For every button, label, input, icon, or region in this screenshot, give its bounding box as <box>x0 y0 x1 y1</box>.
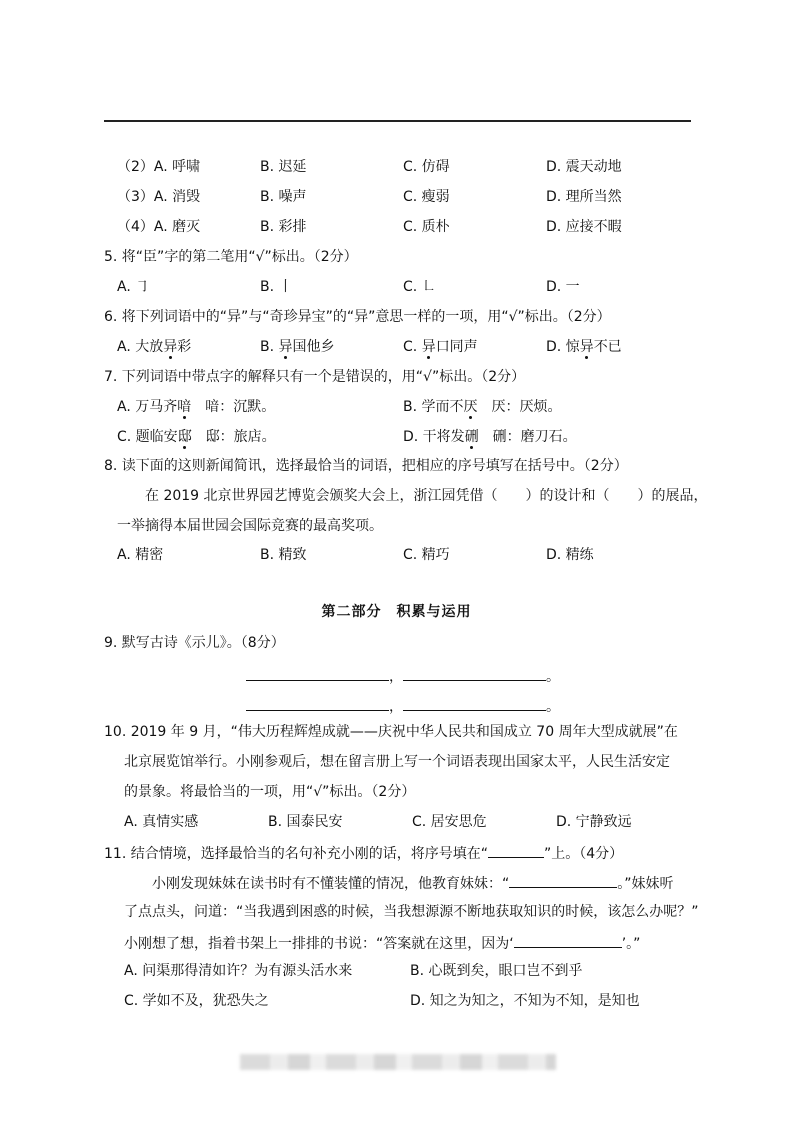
q6-option-c: C. 异口同声 <box>403 339 478 355</box>
q4-row4-b: B. 彩排 <box>260 219 307 235</box>
header-rule <box>104 120 691 122</box>
q4-row4-d: D. 应接不暇 <box>546 219 622 235</box>
q7-stem: 7. 下列词语中带点字的解释只有一个是错误的，用“√”标出。（2分） <box>104 369 526 385</box>
q8-option-a: A. 精密 <box>117 547 164 563</box>
answer-blank[interactable] <box>509 872 617 888</box>
emphasis-dot-char: 异 <box>163 339 178 355</box>
q11-para-line1: 小刚发现妹妹在读书时有不懂装懂的情况，他教育妹妹：“ 。”妹妹听 <box>152 872 674 894</box>
q9-stem: 9. 默写古诗《示儿》。（8分） <box>104 635 285 651</box>
q7-options-row1 <box>117 397 562 417</box>
q8-option-b: B. 精致 <box>260 547 307 563</box>
q11-option-b: B. 心既到矣，眼口岂不到乎 <box>410 963 583 979</box>
emphasis-dot-char: 硎 <box>464 429 479 445</box>
q5-options <box>117 277 580 297</box>
q8-options <box>117 545 594 565</box>
q5-option-c: C. ㇗ <box>403 279 436 295</box>
q10-option-b: B. 国泰民安 <box>268 814 343 830</box>
q8-option-c: C. 精巧 <box>403 547 450 563</box>
answer-blank[interactable] <box>403 665 546 681</box>
q11-option-d: D. 知之为知之，不知为不知，是知也 <box>410 993 640 1009</box>
q10-options <box>124 812 632 832</box>
q5-stem: 5. 将“臣”字的第二笔用“√”标出。（2分） <box>104 249 358 265</box>
q6-options <box>117 337 622 357</box>
q4-row4-a: （4）A. 磨灭 <box>117 219 201 235</box>
blurred-footer-watermark <box>240 1054 556 1070</box>
answer-blank[interactable] <box>514 932 622 948</box>
q4-row2-a: （2）A. 呼啸 <box>117 159 201 175</box>
q10-line2: 北京展览馆举行。小刚参观后，想在留言册上写一个词语表现出国家太平，人民生活安定 <box>124 754 670 770</box>
q4-row2-c: C. 仿碍 <box>403 159 450 175</box>
q8-option-d: D. 精练 <box>546 547 594 563</box>
q6-option-b: B. 异国他乡 <box>260 339 335 355</box>
q4-row4-c: C. 质朴 <box>403 219 450 235</box>
q4-row-3 <box>117 187 622 207</box>
q4-row2-d: D. 震天动地 <box>546 159 622 175</box>
q9-blank-line2: ， 。 <box>246 695 560 717</box>
q8-passage-line1: 在 2019 北京世界园艺博览会颁奖大会上，浙江园凭借（ ）的设计和（ ）的展品， <box>145 488 708 504</box>
q10-line3: 的景象。将最恰当的一项，用“√”标出。（2分） <box>124 784 416 800</box>
q5-option-d: D. 一 <box>546 279 580 295</box>
q11-options-row2 <box>124 991 640 1011</box>
emphasis-dot-char: 喑 <box>177 399 192 415</box>
q9-blank-line1: ， 。 <box>246 665 560 687</box>
q4-row3-d: D. 理所当然 <box>546 189 622 205</box>
q10-option-d: D. 宁静致远 <box>556 814 632 830</box>
q7-option-d: D. 干将发硎 硎：磨刀石。 <box>403 429 577 445</box>
q6-option-d: D. 惊异不已 <box>546 339 622 355</box>
q7-options-row2 <box>117 427 577 447</box>
q11-para-line3: 小刚想了想，指着书架上一排排的书说：“答案就在这里，因为‘ ’。” <box>124 932 640 954</box>
q11-option-a: A. 问渠那得清如许？为有源头活水来 <box>124 963 353 979</box>
q10-option-a: A. 真情实感 <box>124 814 199 830</box>
q7-option-c: C. 题临安邸 邸：旅店。 <box>117 429 276 445</box>
q4-row-4 <box>117 217 622 237</box>
q4-row2-b: B. 迟延 <box>260 159 307 175</box>
q4-row3-a: （3）A. 消毁 <box>117 189 201 205</box>
q4-row3-c: C. 瘦弱 <box>403 189 450 205</box>
answer-blank[interactable] <box>246 695 389 711</box>
q7-option-a: A. 万马齐喑 喑：沉默。 <box>117 399 276 415</box>
q5-option-b: B. 丨 <box>260 279 293 295</box>
q4-row3-b: B. 噪声 <box>260 189 307 205</box>
q11-options-row1 <box>124 961 583 981</box>
q10-option-c: C. 居安思危 <box>412 814 487 830</box>
answer-blank[interactable] <box>403 695 546 711</box>
q8-passage-line2: 一举摘得本届世园会国际竞赛的最高奖项。 <box>117 518 383 534</box>
answer-blank[interactable] <box>246 665 389 681</box>
q7-option-b: B. 学而不厌 厌：厌烦。 <box>403 399 562 415</box>
q11-stem: 11. 结合情境，选择最恰当的名句补充小刚的话，将序号填在“ ”上。（4分） <box>104 842 623 864</box>
q6-stem: 6. 将下列词语中的“异”与“奇珍异宝”的“异”意思一样的一项，用“√”标出。（2分） <box>104 309 611 325</box>
q6-option-a: A. 大放异彩 <box>117 339 192 355</box>
emphasis-dot-char: 异 <box>579 339 594 355</box>
q11-option-c: C. 学如不及，犹恐失之 <box>124 993 269 1009</box>
answer-blank[interactable] <box>488 842 544 858</box>
q8-stem: 8. 读下面的这则新闻简讯，选择最恰当的词语，把相应的序号填写在括号中。（2分） <box>104 458 628 474</box>
q4-row-2 <box>117 157 622 177</box>
emphasis-dot-char: 邸 <box>177 429 192 445</box>
q5-option-a: A. ㇆ <box>117 279 150 295</box>
emphasis-dot-char: 厌 <box>463 399 478 415</box>
emphasis-dot-char: 异 <box>278 339 293 355</box>
q10-line1: 10. 2019 年 9 月，“伟大历程辉煌成就——庆祝中华人民共和国成立 70 周年大型成就展”在 <box>104 724 678 740</box>
q11-para-line2: 了点点头，问道：“当我遇到困惑的时候，当我想源源不断地获取知识的时候，该怎么办呢？” <box>124 904 699 920</box>
emphasis-dot-char: 异 <box>421 339 436 355</box>
section-title: 第二部分 积累与运用 <box>321 604 472 620</box>
